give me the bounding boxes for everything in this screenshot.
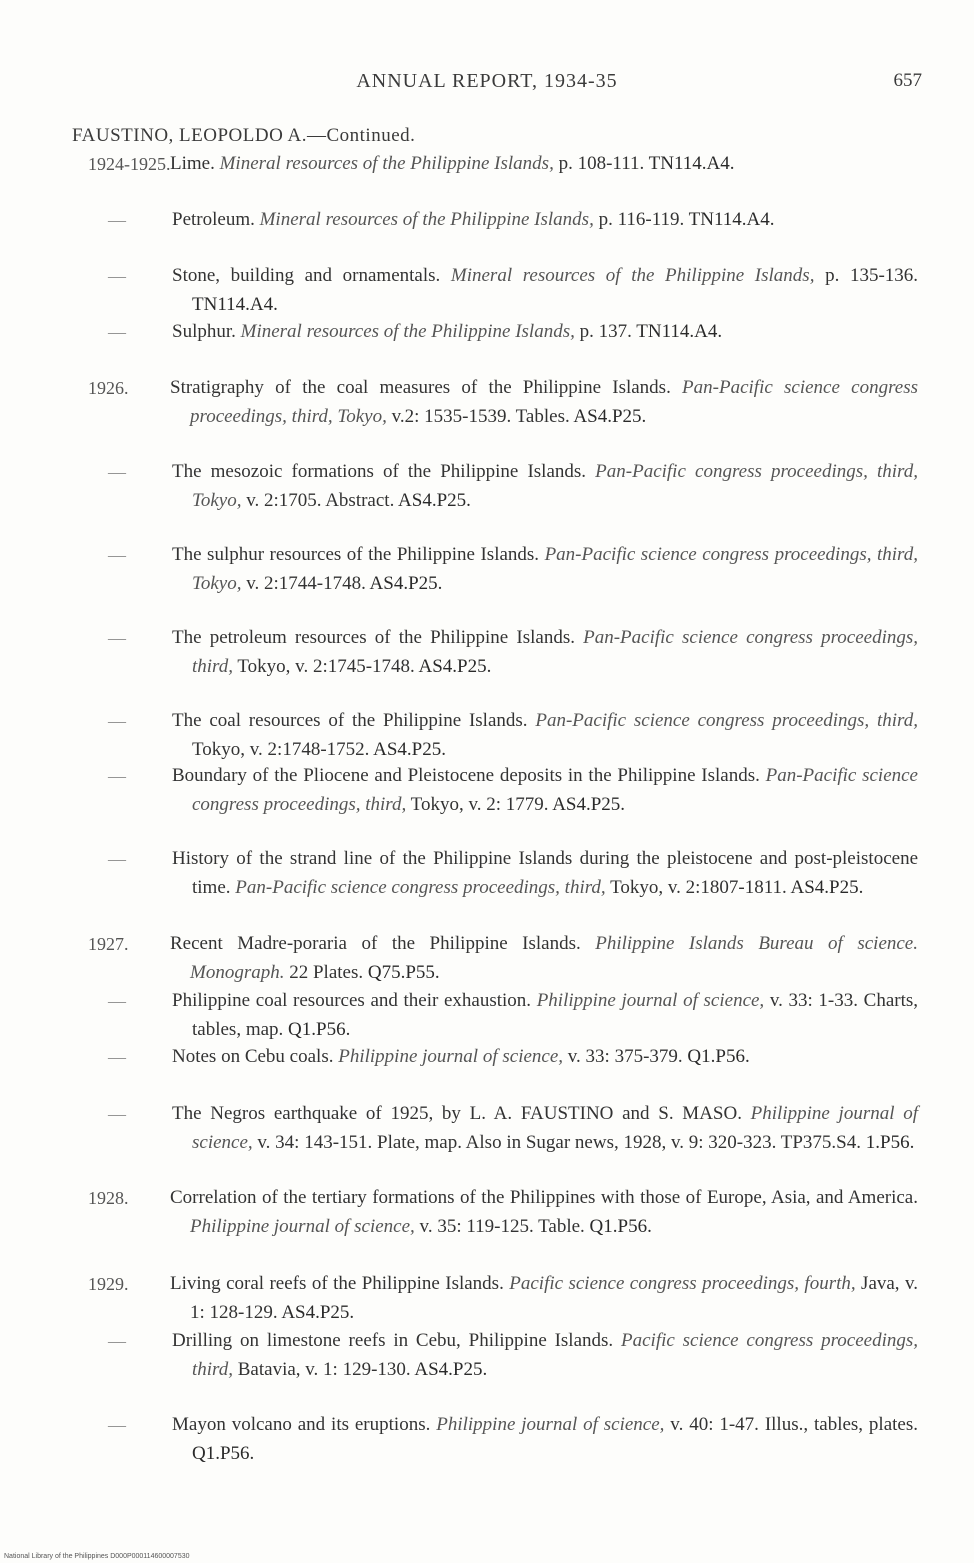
publication-name: Pan-Pacific science congress proceedings, third, <box>192 627 918 677</box>
call-number: AS4.P25. <box>418 655 492 677</box>
bibliography-entry <box>108 624 918 681</box>
entry-text <box>170 374 918 431</box>
publication-name: Philippine journal of science, <box>536 990 765 1011</box>
entry-text <box>172 1411 918 1468</box>
bibliography-entry <box>108 1100 918 1157</box>
entry-text <box>172 458 918 515</box>
bibliography-entry <box>108 845 918 902</box>
entry-title: The Negros earthquake of 1925, by L. A. FAUSTINO and S. MASO. <box>172 1103 751 1124</box>
citation-details: p. 108-111. <box>553 153 649 174</box>
ditto-dash: — <box>108 1331 126 1351</box>
bibliography-entry <box>88 1270 918 1327</box>
bibliography-entry <box>108 762 918 819</box>
ditto-dash: — <box>108 766 126 786</box>
publication-name: Pan-Pacific congress proceedings, third, Tokyo, <box>192 461 918 511</box>
publication-name: Pan-Pacific science congress proceedings, third, <box>192 765 918 815</box>
entry-title: History of the strand line of the Philippine Islands during the pleistocene and post-pleistocene time. <box>172 848 918 898</box>
call-number: AS4.P25. <box>573 405 647 427</box>
bibliography-entry <box>88 930 918 987</box>
call-number: Q1.P56. <box>687 1046 750 1067</box>
entry-year: 1927. <box>88 934 129 954</box>
ditto-dash: — <box>108 711 126 731</box>
entry-text <box>172 987 918 1044</box>
bibliography-entry <box>88 150 918 179</box>
bibliography-entry <box>108 458 918 515</box>
entry-title: Drilling on limestone reefs in Cebu, Philippine Islands. <box>172 1330 622 1351</box>
citation-details: v. 2:1705. Abstract. <box>241 489 399 511</box>
entry-year: 1926. <box>88 378 129 398</box>
citation-details: Tokyo, v. 2:1748-1752. <box>192 738 374 760</box>
citation-details: Java, v. 1: 128-129. <box>190 1273 918 1323</box>
call-number: TN114.A4. <box>688 209 775 230</box>
bibliography-entry <box>108 1327 919 1384</box>
call-number: Q1.P56. <box>192 1442 255 1464</box>
bibliography-entry <box>108 206 918 235</box>
call-number: Q1.P56. <box>288 1018 351 1040</box>
entry-text <box>172 262 918 319</box>
citation-details: v. 33: 375-379. <box>563 1046 688 1067</box>
call-number: TN114.A4. <box>636 321 723 342</box>
citation-details: p. 116-119. <box>593 209 689 230</box>
ditto-dash: — <box>108 849 126 869</box>
entry-title: The petroleum resources of the Philippine Islands. <box>172 627 584 648</box>
citation-details: v. 35: 119-125. Table. <box>414 1215 590 1237</box>
entry-title: Sulphur. <box>172 321 241 342</box>
entry-text <box>172 541 918 598</box>
bibliography-entry <box>108 1411 918 1468</box>
entry-title: Philippine coal resources and their exhaustion. <box>172 990 537 1011</box>
publication-name: Pan-Pacific science congress proceedings, third, <box>535 710 918 731</box>
entry-text <box>170 930 918 987</box>
citation-details: v. 34: 143-151. Plate, map. Also in Sugar news, 1928, v. 9: 320-323. TP375.S4. <box>252 1131 866 1153</box>
call-number: Q1.P56. <box>589 1215 652 1237</box>
ditto-dash: — <box>108 1415 126 1435</box>
entry-title: The sulphur resources of the Philippine Islands. <box>172 544 545 565</box>
entry-text <box>172 1327 918 1384</box>
call-number: TN114.A4. <box>648 153 735 174</box>
entry-text <box>172 845 918 902</box>
call-number: AS4.P25. <box>790 876 864 898</box>
publication-name: Philippine journal of science, <box>192 1103 918 1153</box>
entry-title: Living coral reefs of the Philippine Islands. <box>170 1273 510 1294</box>
call-number: AS4.P25. <box>369 572 443 594</box>
publication-name: Pan-Pacific science congress proceedings, third, Tokyo, <box>192 544 918 594</box>
ditto-dash: — <box>108 1104 126 1124</box>
entry-title: Mayon volcano and its eruptions. <box>172 1414 437 1435</box>
bibliography-entry <box>108 987 918 1044</box>
page-header <box>0 70 974 100</box>
ditto-dash: — <box>108 210 126 230</box>
ditto-dash: — <box>108 266 126 286</box>
citation-details: v.2: 1535-1539. Tables. <box>386 405 574 427</box>
publication-name: Philippine journal of science, <box>436 1414 665 1435</box>
entry-text <box>170 1270 918 1327</box>
entry-text <box>172 762 918 819</box>
call-number: Q75.P55. <box>367 961 440 983</box>
entry-title: Boundary of the Pliocene and Pleistocene deposits in the Philippine Islands. <box>172 765 766 786</box>
page-number: 657 <box>893 70 922 91</box>
call-number: AS4.P25. <box>552 793 626 815</box>
publication-name: Philippine journal of science, <box>190 1215 415 1237</box>
citation-details: Tokyo, v. 2:1807-1811. <box>605 876 791 898</box>
publication-name: Philippine journal of science, <box>338 1046 564 1067</box>
entry-text <box>172 1100 918 1157</box>
entry-title: Correlation of the tertiary formations of the Philippines with those of Europe, Asia, and America. <box>170 1187 918 1208</box>
bibliography-entry <box>108 541 918 598</box>
publication-name: Mineral resources of the Philippine Islands, <box>259 209 594 230</box>
bibliography-entry <box>88 374 918 431</box>
entry-year: 1929. <box>88 1274 129 1294</box>
entry-text <box>170 1184 918 1241</box>
entry-title: The coal resources of the Philippine Islands. <box>172 710 536 731</box>
publication-name: Pacific science congress proceedings, fourth, <box>509 1273 856 1294</box>
ditto-dash: — <box>108 462 126 482</box>
call-number: AS4.P25. <box>398 489 471 511</box>
publication-name: Mineral resources of the Philippine Islands, <box>450 265 815 286</box>
publication-name: Pacific science congress proceedings, third, <box>192 1330 919 1380</box>
citation-details: Batavia, v. 1: 129-130. <box>233 1358 415 1380</box>
entry-title: Recent Madre-poraria of the Philippine Islands. <box>170 933 596 954</box>
publication-name: Mineral resources of the Philippine Islands, <box>240 321 575 342</box>
bibliography-entry <box>108 318 918 347</box>
bibliography-entry <box>108 262 919 319</box>
entry-title: Lime. <box>170 153 220 174</box>
ditto-dash: — <box>108 1047 126 1067</box>
entry-year: 1928. <box>88 1188 129 1208</box>
entry-title: Stone, building and ornamentals. <box>172 265 451 286</box>
bibliography-entry <box>88 1184 918 1241</box>
call-number: TN114.A4. <box>192 293 278 315</box>
entry-year: 1924-1925. <box>88 154 171 174</box>
entry-text <box>172 1043 918 1072</box>
entry-text <box>170 150 918 179</box>
entry-text <box>172 707 918 764</box>
author-heading: FAUSTINO, LEOPOLDO A.—Continued. <box>72 125 416 146</box>
call-number: 1.P56. <box>865 1131 915 1153</box>
entry-title: Notes on Cebu coals. <box>172 1046 339 1067</box>
call-number: AS4.P25. <box>414 1358 488 1380</box>
bibliography-entry <box>108 707 918 764</box>
footer-source-line: National Library of the Philippines D000P000114600007530 <box>4 1553 190 1560</box>
citation-details: v. 2:1744-1748. <box>241 572 370 594</box>
call-number: AS4.P25. <box>281 1301 355 1323</box>
citation-details: v. 33: 1-33. Charts, tables, map. <box>192 990 918 1040</box>
entry-title: Stratigraphy of the coal measures of the Philippine Islands. <box>170 377 683 398</box>
ditto-dash: — <box>108 991 126 1011</box>
entry-text <box>172 318 918 347</box>
bibliography-entry <box>108 1043 918 1072</box>
citation-details: Tokyo, v. 2: 1779. <box>406 793 553 815</box>
entry-text <box>172 206 918 235</box>
ditto-dash: — <box>108 322 126 342</box>
running-title: ANNUAL REPORT, 1934-35 <box>356 70 618 92</box>
entry-title: The mesozoic formations of the Philippine Islands. <box>172 461 596 482</box>
citation-details: p. 137. <box>574 321 637 342</box>
citation-details: 22 Plates. <box>284 961 368 983</box>
publication-name: Philippine Islands Bureau of science. Monograph. <box>190 933 918 983</box>
ditto-dash: — <box>108 545 126 565</box>
call-number: AS4.P25. <box>373 738 446 760</box>
publication-name: Mineral resources of the Philippine Islands, <box>219 153 554 174</box>
publication-name: Pan-Pacific science congress proceedings, third, <box>235 876 606 898</box>
citation-details: Tokyo, v. 2:1745-1748. <box>233 655 419 677</box>
publication-name: Pan-Pacific science congress proceedings, third, Tokyo, <box>190 377 918 427</box>
entry-text <box>172 624 918 681</box>
citation-details: p. 135-136. <box>814 265 919 286</box>
citation-details: v. 40: 1-47. Illus., tables, plates. <box>664 1414 918 1435</box>
entry-title: Petroleum. <box>172 209 260 230</box>
ditto-dash: — <box>108 628 126 648</box>
